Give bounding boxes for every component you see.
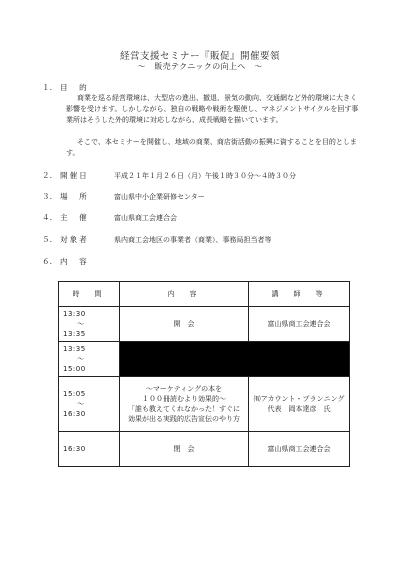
time-cell — [59, 377, 120, 432]
start-time: 13:35 — [63, 345, 86, 353]
content-line: ～マーケティングの本を — [145, 385, 223, 393]
content-cell — [120, 432, 249, 467]
start-time: 13:30 — [63, 310, 86, 318]
section-purpose-heading — [42, 82, 106, 93]
end-time: 15:00 — [63, 365, 86, 373]
section-label: 場 所 — [60, 192, 89, 201]
section-number: ４. — [42, 213, 53, 222]
table-row — [59, 307, 350, 342]
document-title: 経営支援セミナー『販促』開催要領 — [119, 51, 280, 62]
content-line: 効果が出る実践的広告宣伝のやり方 — [128, 415, 240, 423]
lecturer-line: ㈲アカウント・プランニング — [253, 395, 345, 403]
section-host-heading — [42, 212, 106, 223]
end-time: 16:30 — [63, 410, 86, 418]
purpose-paragraph-1: 商業を巡る経営環境は、大型店の進出、撤退、景気の動向、交通網など外的環境に大きく影響を受けます。しかしながら、独自の戦略や戦術を駆使し、マネジメントサイクルを回す事業所はそうした外的環境に対応しながら、成長戦略を描いています。 — [66, 94, 359, 124]
section-number: ６. — [42, 257, 53, 266]
date-value: 平成２１年１月２６日（月）午後１時３０分～４時３０分 — [114, 172, 296, 180]
header-content: 内 容 — [120, 282, 249, 307]
content-line: 開 会 — [173, 320, 195, 328]
lecturer-line: 代表 岡本達彦 氏 — [267, 405, 331, 413]
target-value: 県内商工会地区の事業者（商業）、事務局担当者等 — [114, 236, 272, 244]
section-number: ３. — [42, 192, 53, 201]
section-content-heading — [42, 256, 106, 267]
content-cell — [120, 377, 249, 432]
lecturer-line: 富山県商工会連合会 — [267, 320, 331, 328]
section-number: １. — [42, 83, 53, 92]
section-number: ５. — [42, 235, 53, 244]
header-lecturer: 講 師 等 — [249, 282, 350, 307]
section-number: ２. — [42, 171, 53, 180]
content-cell — [120, 307, 249, 342]
section-label: 目 的 — [60, 83, 89, 92]
time-tilde: ～ — [77, 400, 85, 408]
host-value: 富山県商工会連合会 — [114, 214, 177, 222]
redacted-block — [120, 342, 350, 377]
section-label: 開催日 — [60, 171, 89, 180]
table-row — [59, 377, 350, 432]
content-line: １００冊読むより効果的～ — [142, 395, 226, 403]
time-tilde: ～ — [77, 355, 85, 363]
header-time: 時 間 — [59, 282, 120, 307]
content-line: 「誰も教えてくれなかった！すぐに — [128, 405, 240, 413]
purpose-paragraph-2: そこで、本セミナーを開催し、地域の商業、商店街活動の振興に資することを目的とします。 — [66, 138, 357, 157]
time-cell — [59, 432, 120, 467]
section-target-heading — [42, 234, 106, 245]
content-line: 閉 会 — [173, 445, 195, 453]
lecturer-cell — [249, 307, 350, 342]
schedule-table — [58, 281, 350, 467]
document-subtitle: ～ 販売テクニックの向上へ ～ — [137, 62, 263, 71]
section-label: 内 容 — [60, 257, 89, 266]
start-time: 15:05 — [63, 390, 86, 398]
venue-value: 富山県中小企業研修センター — [114, 193, 205, 201]
time-cell — [59, 342, 120, 377]
lecturer-line: 富山県商工会連合会 — [267, 445, 331, 453]
section-label: 対象者 — [60, 235, 89, 244]
section-date-heading — [42, 170, 106, 181]
schedule-header-row — [59, 282, 350, 307]
start-time: 16:30 — [63, 445, 86, 453]
end-time: 13:35 — [63, 330, 86, 338]
lecturer-cell — [249, 432, 350, 467]
section-label: 主 催 — [60, 213, 89, 222]
time-tilde: ～ — [77, 320, 85, 328]
lecturer-cell — [249, 377, 350, 432]
table-row — [59, 432, 350, 467]
section-venue-heading — [42, 191, 106, 202]
time-cell — [59, 307, 120, 342]
table-row — [59, 342, 350, 377]
